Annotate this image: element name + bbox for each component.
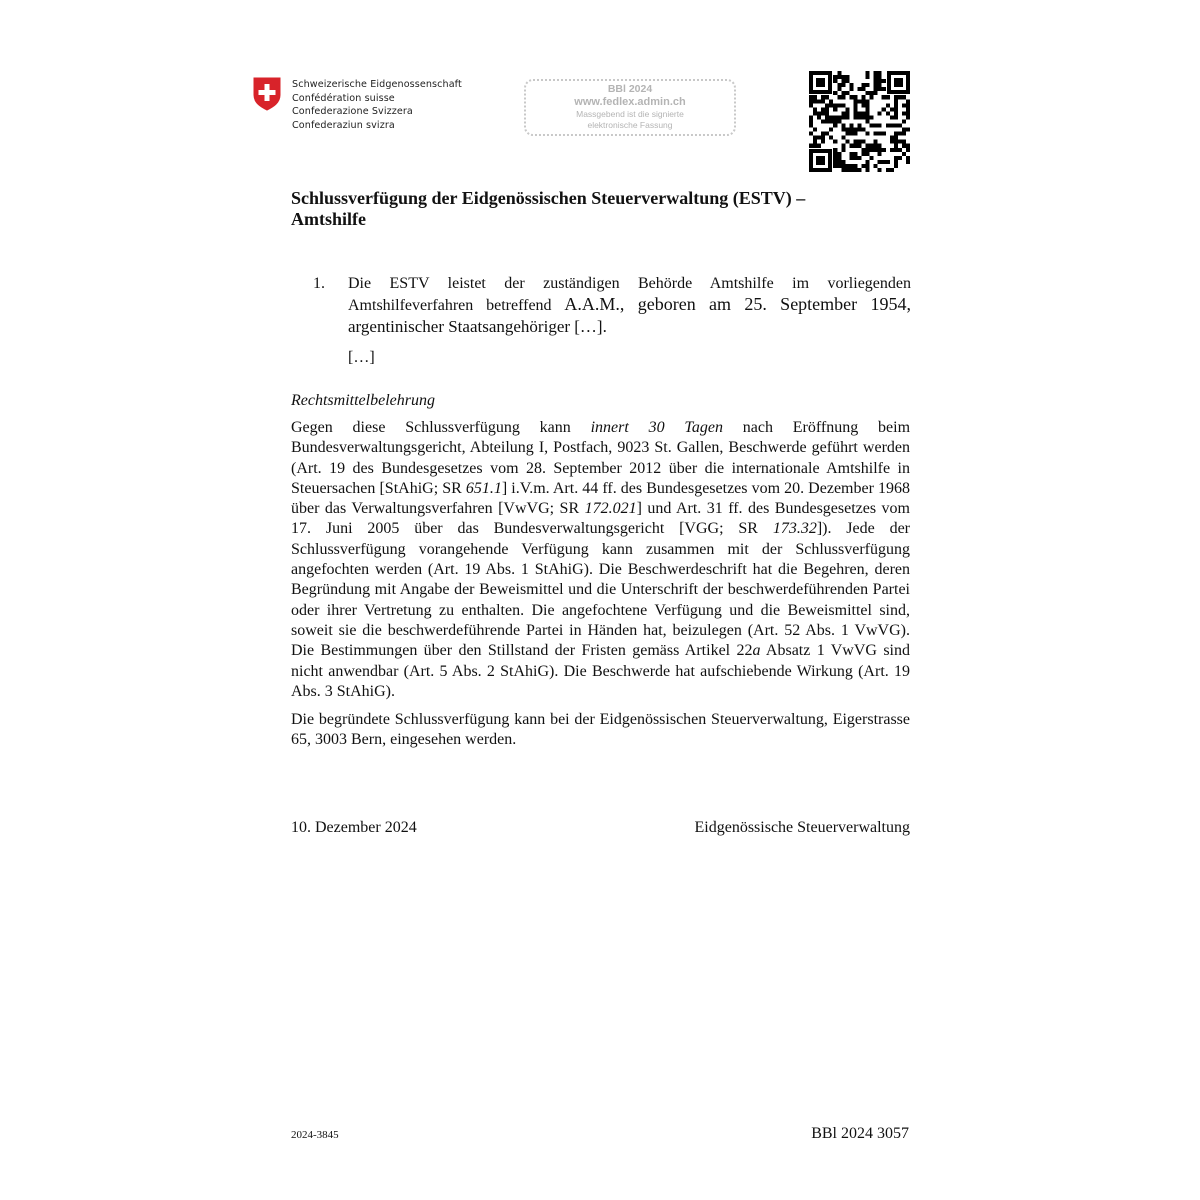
swiss-coat-of-arms-icon: [253, 77, 281, 111]
p1-text: Gegen diese Schlussverfügung kann: [291, 419, 591, 436]
agency-name-fr: Confédération suisse: [292, 92, 395, 104]
decision-date: 10. Dezember 2024: [291, 819, 417, 836]
p1-text: nach Eröffnung beim Bundesverwaltungsgericht, Abteilung I, Postfach, 9023 St. Gallen, Beschwerde geführt werden (Art. 19 des Bundesgesetzes vom 28. September 2012 über die internationale Amtshilfe in Steuersachen [StAhiG; SR: [291, 419, 911, 497]
stamp-url: www.fedlex.admin.ch: [574, 96, 686, 108]
item-text-a: Die ESTV leistet der zuständigen Behörde Amtshilfe im vorliegenden Amtshilfeverfahren betreffend: [348, 275, 911, 315]
paragraph-1: [291, 418, 910, 702]
section-heading: Rechtsmittelbelehrung: [291, 392, 435, 409]
item-text-c: argentinischer Staatsangehöriger […].: [348, 316, 607, 336]
publication-stamp: [524, 79, 736, 136]
p1-text: Absatz 1 VwVG sind nicht anwendbar (Art. 5 Abs. 2 StAhiG). Die Beschwerde hat aufschiebende Wirkung (Art. 19 Abs. 3 StAhiG).: [291, 642, 910, 700]
issuing-authority: Eidgenössische Steuerverwaltung: [694, 819, 910, 836]
p1-text: ] i.V.m. Art. 44 ff. des Bundesgesetzes vom 20. Dezember 1968 über das Verwaltungsverfahren [VwVG; SR: [291, 479, 910, 518]
legal-remedies-text: [291, 418, 910, 759]
paragraph-2: Die begründete Schlussverfügung kann bei der Eidgenössischen Steuerverwaltung, Eigerstrasse 65, 3003 Bern, eingesehen werden.: [291, 711, 910, 749]
title-line-2: Amtshilfe: [291, 209, 366, 229]
p1-article-letter: a: [752, 642, 761, 660]
p1-text: ]). Jede der Schlussverfügung vorangehende Verfügung kann zusammen mit der Schlussverfügung angefochten werden (Art. 19 Abs. 1 StAhiG). Die Beschwerdeschrift hat die Begehren, deren Begründung mit Angabe der Beweismittel und die Unterschrift der beschwerdeführenden Partei oder ihrer Vertretung zu enthalten. Die angefochtene Verfügung und die Beweismittel sind, soweit sie die beschwerdeführende Partei in Händen hat, beizulegen (Art. 52 Abs. 1 VwVG). Die Bestimmungen über den Stillstand der Fristen gemäss Artikel 22: [291, 520, 911, 660]
p1-sr-number: 651.1: [465, 479, 502, 497]
document-title: [291, 188, 911, 230]
list-item-number: 1.: [313, 275, 325, 292]
p1-sr-number: 173.32: [772, 520, 817, 538]
p1-deadline: innert 30 Tagen: [590, 419, 723, 436]
agency-name-de: Schweizerische Eidgenossenschaft: [292, 79, 462, 90]
p1-text: ] und Art. 31 ff. des Bundesgesetzes vom 17. Juni 2005 über das Bundesverwaltungsgericht [VGG; SR: [291, 500, 911, 538]
qr-code-icon: [809, 71, 910, 172]
gazette-reference: BBl 2024 3057: [811, 1125, 909, 1142]
stamp-note-1: Massgebend ist die signierte: [576, 109, 684, 119]
stamp-note-2: elektronische Fassung: [587, 120, 673, 130]
title-line-1: Schlussverfügung der Eidgenössischen Steuerverwaltung (ESTV) –: [291, 188, 806, 208]
agency-name-rm: Confederaziun svizra: [292, 119, 395, 131]
agency-name-it: Confederazione Svizzera: [292, 106, 413, 117]
agency-name-block: [292, 78, 462, 132]
stamp-gazette: BBl 2024: [607, 83, 653, 95]
list-item: [291, 274, 911, 338]
document-number: 2024-3845: [291, 1129, 339, 1141]
omission-marker: […]: [348, 348, 375, 366]
decision-list: [291, 274, 911, 368]
item-text-b: A.A.M., geboren am 25. September 1954,: [564, 294, 911, 315]
p1-sr-number: 172.021: [584, 500, 637, 518]
list-item-text: [348, 274, 911, 338]
